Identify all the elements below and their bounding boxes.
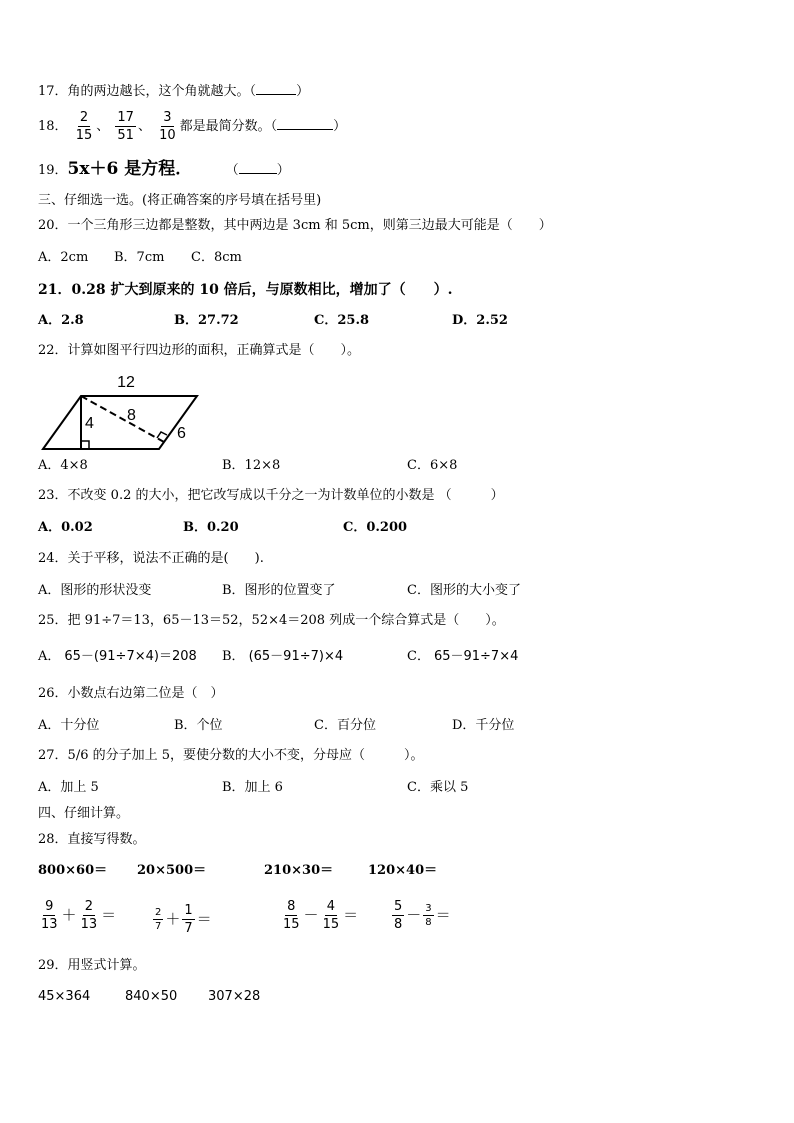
calc-item: 840×50 [125,989,178,1004]
answer-blank[interactable] [239,161,277,174]
answer-blank[interactable] [256,82,296,95]
parallelogram [43,396,197,449]
option-a[interactable]: A．0.02 [38,520,93,535]
option-a[interactable]: A． 65－(91÷7×4)＝208 [38,649,197,664]
fraction-calc: $\frac{5}{8}$ － $\frac{3}{8}$ ＝ [394,899,451,932]
question-21: 21．0.28 扩大到原来的 10 倍后，与原数相比，增加了（ ）. [38,282,453,298]
option-c[interactable]: C．8cm [191,250,242,265]
fraction: $\frac{17}{51}$ [117,110,134,143]
calc-item: 120×40＝ [368,863,438,878]
option-b[interactable]: B．加上 6 [222,780,283,795]
parallelogram-figure [38,368,208,454]
fraction: $\frac{3}{10}$ [159,110,176,143]
option-a[interactable]: A．2cm [38,250,89,265]
question-23: 23．不改变 0.2 的大小，把它改写成以千分之一为计数单位的小数是 （ ） [38,488,504,503]
option-b[interactable]: B．7cm [114,250,165,265]
answer-blank[interactable] [277,117,333,130]
fraction-calc: $\frac{8}{15}$ － $\frac{4}{15}$ ＝ [283,899,359,932]
option-c[interactable]: C．6×8 [407,458,458,473]
question-17: 17．角的两边越长，这个角就越大。（ ） [38,84,310,99]
label-top: 12 [117,374,135,391]
section-3-title: 三、仔细选一选。(将正确答案的序号填在括号里) [38,193,322,208]
option-a[interactable]: A．2.8 [38,313,84,328]
right-angle-mark [157,432,167,438]
question-20: 20．一个三角形三边都是整数，其中两边是 3cm 和 5cm，则第三边最大可能是（ ） [38,218,552,233]
right-angle-mark [81,441,89,449]
label-height: 4 [85,415,94,432]
question-18: 18． $\frac{2}{15}$ 、 $\frac{17}{51}$ 、 $\frac{3}{10}$ 都是最简分数。（ ） [38,110,347,143]
option-c[interactable]: C．百分位 [314,718,376,733]
calc-item: 800×60＝ [38,863,108,878]
option-c[interactable]: C．0.200 [343,520,408,535]
option-a[interactable]: A．十分位 [38,718,100,733]
question-26: 26．小数点右边第二位是（ ） [38,686,224,701]
option-b[interactable]: B．个位 [174,718,223,733]
question-28: 28．直接写得数。 [38,832,146,847]
option-c[interactable]: C．图形的大小变了 [407,583,521,598]
calc-item: 307×28 [208,989,261,1004]
option-d[interactable]: D．千分位 [452,718,515,733]
fraction: $\frac{2}{15}$ [75,110,93,143]
option-a[interactable]: A．加上 5 [38,780,99,795]
question-24: 24．关于平移，说法不正确的是( ). [38,551,264,566]
option-c[interactable]: C．25.8 [314,313,370,328]
question-27: 27．5/6 的分子加上 5，要使分数的大小不变，分母应（ ）。 [38,748,424,763]
question-22: 22．计算如图平行四边形的面积，正确算式是（ ）。 [38,343,361,358]
question-29: 29．用竖式计算。 [38,958,146,973]
calc-item: 20×500＝ [137,863,207,878]
label-side: 6 [177,425,186,442]
option-b[interactable]: B．27.72 [174,313,239,328]
option-a[interactable]: A．4×8 [38,458,88,473]
question-25: 25．把 91÷7＝13，65－13＝52，52×4＝208 列成一个综合算式是（ ）。 [38,613,505,628]
option-c[interactable]: C． 65－91÷7×4 [407,649,519,664]
option-b[interactable]: B． (65－91÷7)×4 [222,649,344,664]
option-d[interactable]: D．2.52 [452,313,508,328]
question-19: 19．5x＋6 是方程． （ ） [38,159,290,179]
option-b[interactable]: B．0.20 [183,520,239,535]
section-4-title: 四、仔细计算。 [38,806,130,821]
calc-item: 210×30＝ [264,863,334,878]
fraction-calc: $\frac{2}{7}$ ＋ $\frac{1}{7}$ ＝ [155,903,212,936]
fraction-calc: $\frac{9}{13}$ ＋ $\frac{2}{13}$ ＝ [41,899,117,932]
label-diag: 8 [127,407,136,424]
option-b[interactable]: B．12×8 [222,458,281,473]
calc-item: 45×364 [38,989,91,1004]
option-c[interactable]: C．乘以 5 [407,780,469,795]
option-a[interactable]: A．图形的形状没变 [38,583,152,598]
option-b[interactable]: B．图形的位置变了 [222,583,336,598]
